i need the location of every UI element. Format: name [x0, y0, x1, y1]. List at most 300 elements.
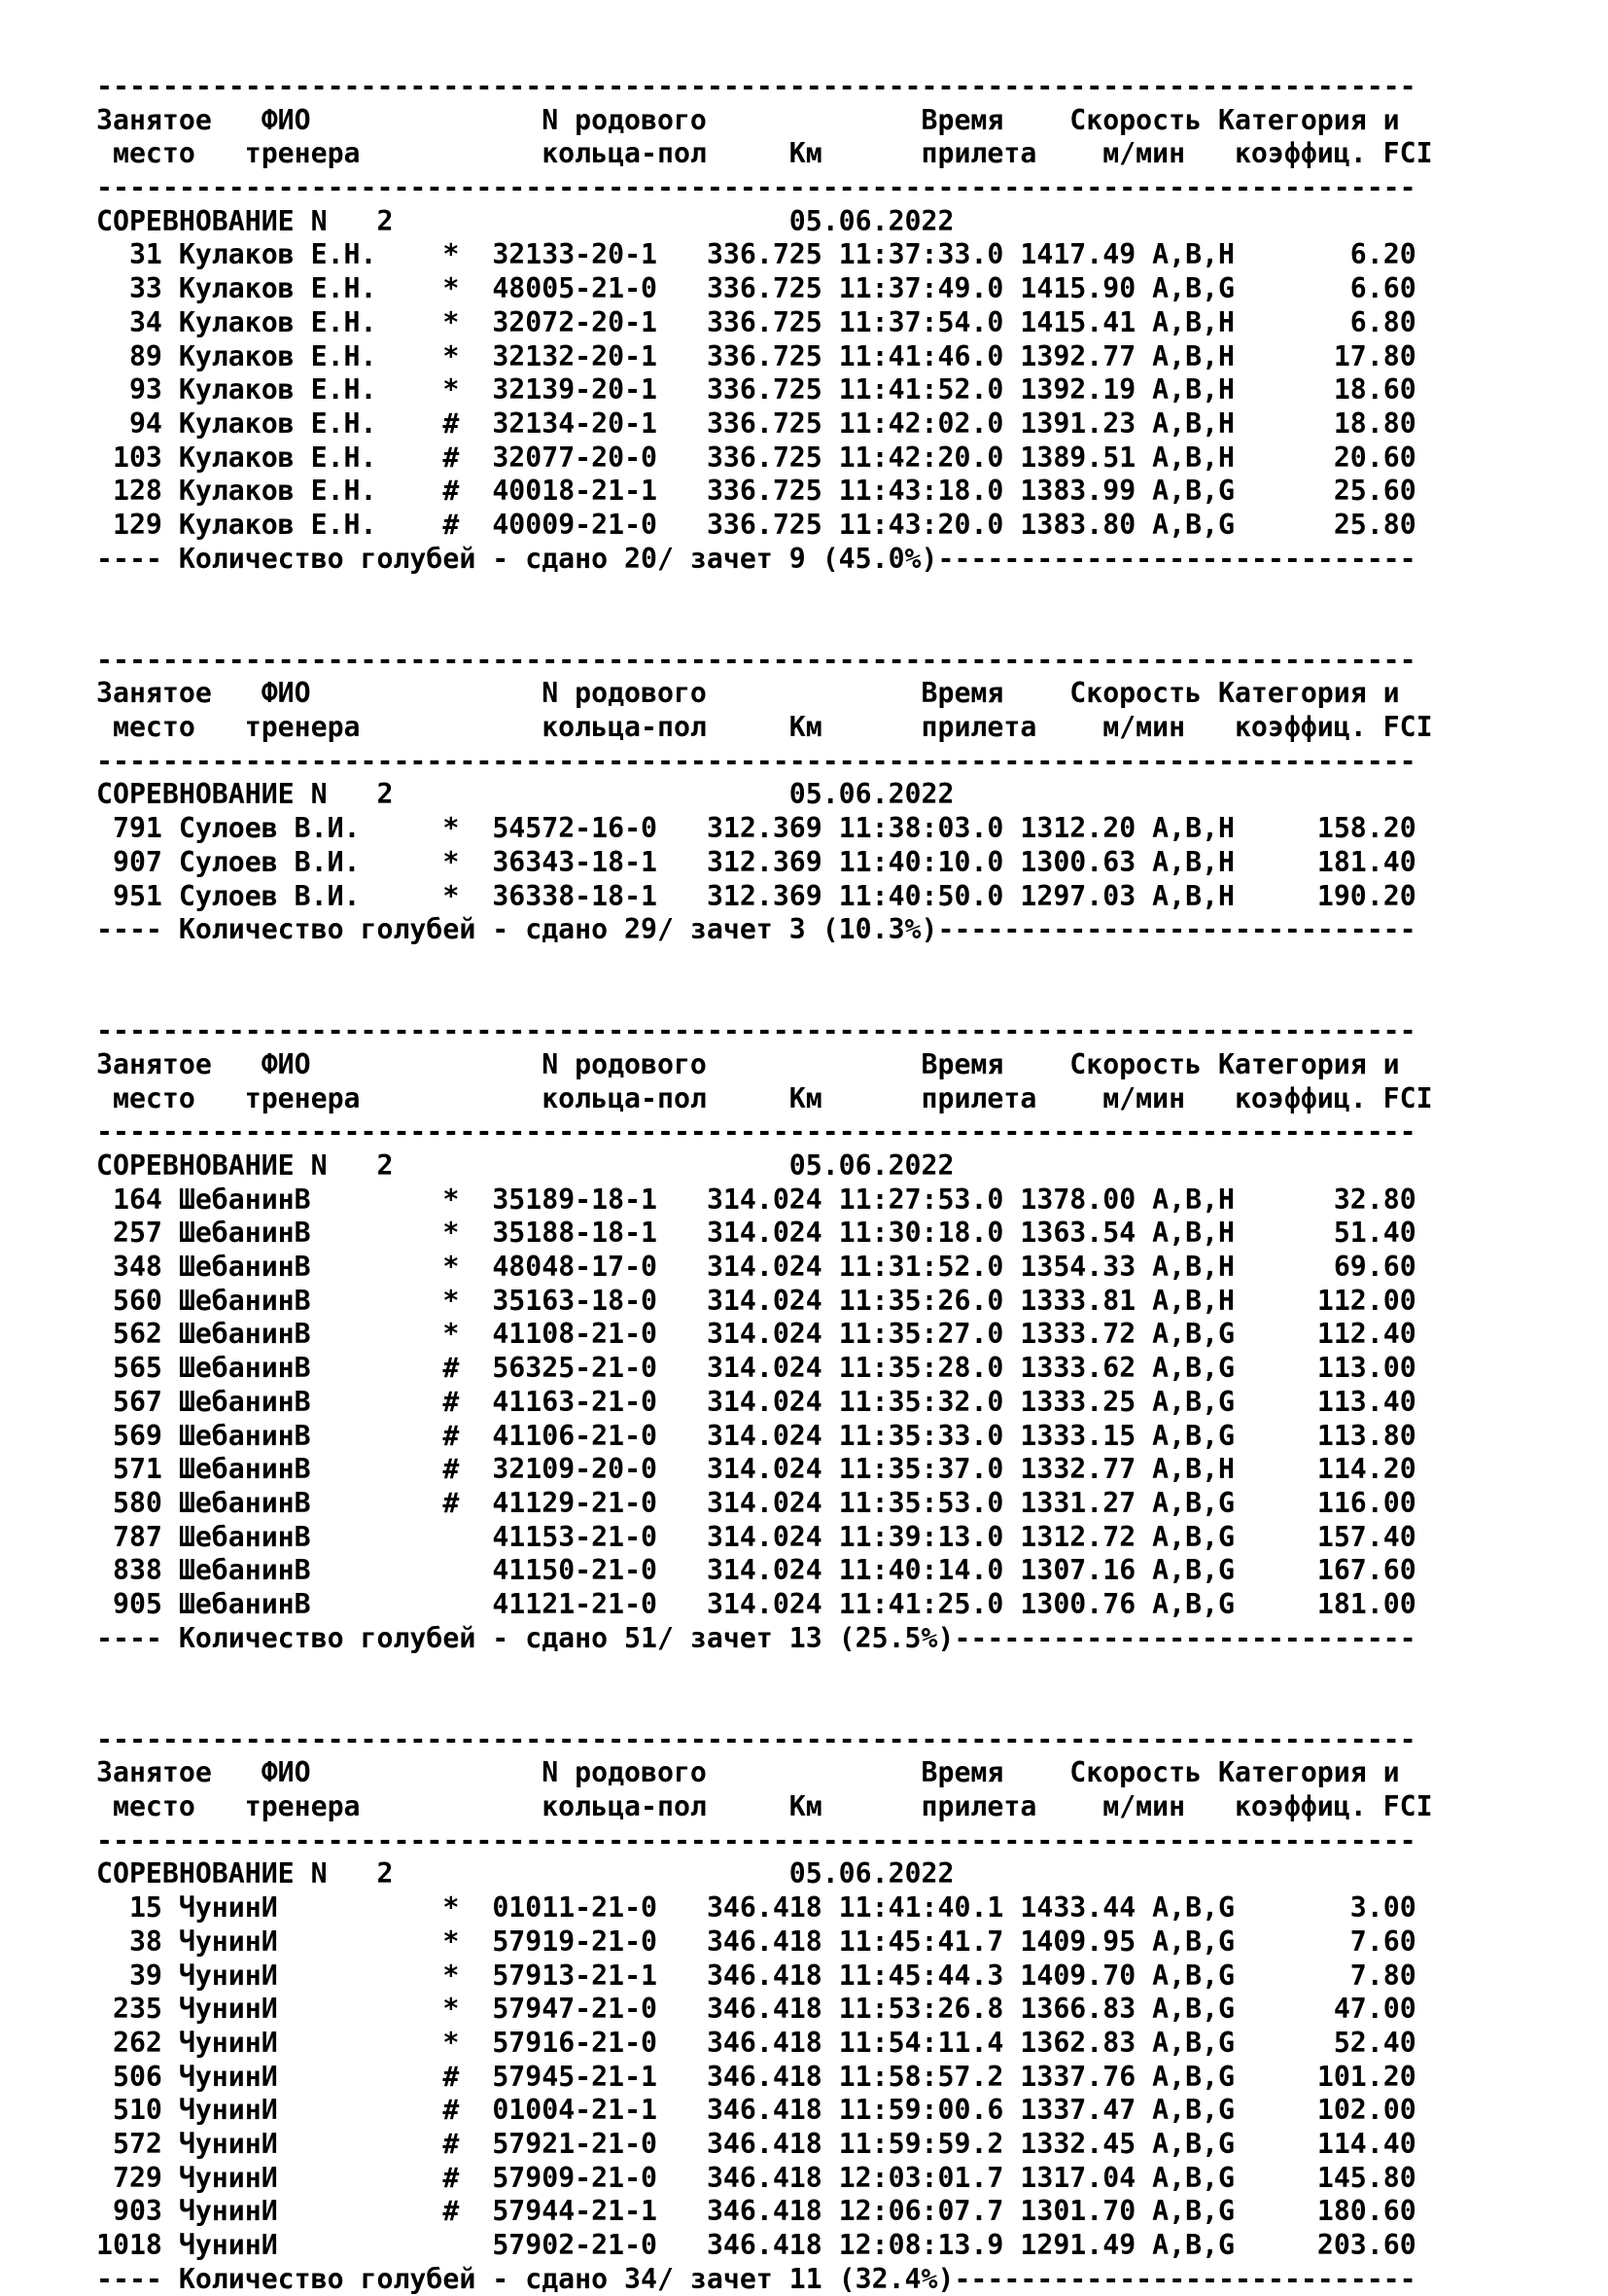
- time-cell: 11:31:52.0: [838, 1251, 1021, 1284]
- place-cell: 903: [96, 2195, 179, 2228]
- fci-cell: 181.00: [1235, 1587, 1416, 1620]
- time-cell: 11:40:14.0: [838, 1554, 1021, 1587]
- ring-cell: 41150-21-0: [492, 1554, 690, 1587]
- name-cell: ШебанинВ: [178, 1284, 443, 1317]
- column-header-line-2: место тренера кольца-пол Км прилета м/мин коэффиц. FCI: [96, 1081, 1433, 1114]
- km-cell: 314.024: [689, 1251, 839, 1284]
- speed-cell: 1363.54: [1020, 1217, 1153, 1250]
- time-cell: 11:59:59.2: [838, 2127, 1021, 2160]
- table-row: [96, 407, 1433, 442]
- place-cell: 787: [96, 1520, 179, 1553]
- speed-cell: 1301.70: [1020, 2195, 1153, 2228]
- table-row: [96, 1993, 1433, 2027]
- table-row: [96, 1420, 1433, 1454]
- table-row: [96, 2128, 1433, 2162]
- name-cell: ЧунинИ: [178, 2060, 443, 2093]
- competition-line: [96, 1857, 1433, 1891]
- time-cell: 11:35:27.0: [838, 1318, 1021, 1351]
- fci-cell: 203.60: [1235, 2229, 1416, 2262]
- mark-cell: *: [442, 1251, 493, 1284]
- fci-cell: 116.00: [1235, 1486, 1416, 1519]
- place-cell: 129: [96, 508, 179, 541]
- ring-cell: 56325-21-0: [492, 1352, 690, 1385]
- speed-cell: 1317.04: [1020, 2161, 1153, 2194]
- mark-cell: *: [442, 1959, 493, 1992]
- fci-cell: 145.80: [1235, 2161, 1416, 2194]
- time-cell: 11:41:46.0: [838, 339, 1021, 372]
- ring-cell: 36338-18-1: [492, 879, 690, 912]
- category-cell: A,B,G: [1152, 272, 1236, 305]
- km-cell: 314.024: [689, 1520, 839, 1553]
- mark-cell: #: [442, 1352, 493, 1385]
- category-cell: A,B,G: [1152, 2127, 1236, 2160]
- mark-cell: *: [442, 1183, 493, 1216]
- ring-cell: 35188-18-1: [492, 1217, 690, 1250]
- speed-cell: 1333.81: [1020, 1284, 1153, 1317]
- place-cell: 15: [96, 1891, 179, 1925]
- table-row: [96, 2195, 1433, 2229]
- separator-line: --------------------------------------------------------------------------------: [96, 1823, 1416, 1856]
- km-cell: 346.418: [689, 2026, 839, 2059]
- category-cell: A,B,G: [1152, 1520, 1236, 1553]
- name-cell: ЧунинИ: [178, 2026, 443, 2059]
- km-cell: 314.024: [689, 1554, 839, 1587]
- ring-cell: 41121-21-0: [492, 1587, 690, 1620]
- km-cell: 336.725: [689, 272, 839, 305]
- name-cell: Сулоев В.И.: [178, 812, 443, 845]
- table-row: [96, 238, 1433, 272]
- name-cell: ЧунинИ: [178, 2127, 443, 2160]
- mark-cell: #: [442, 441, 493, 474]
- fci-cell: 113.00: [1235, 1352, 1416, 1385]
- table-row: [96, 880, 1433, 914]
- name-cell: Кулаков Е.Н.: [178, 406, 443, 440]
- place-cell: 506: [96, 2060, 179, 2093]
- place-cell: 565: [96, 1352, 179, 1385]
- table-row: [96, 306, 1433, 340]
- place-cell: 951: [96, 879, 179, 912]
- category-cell: A,B,H: [1152, 1284, 1236, 1317]
- category-cell: A,B,H: [1152, 845, 1236, 878]
- mark-cell: *: [442, 2026, 493, 2059]
- km-cell: 314.024: [689, 1217, 839, 1250]
- place-cell: 94: [96, 406, 179, 440]
- block-gap: [96, 576, 1433, 643]
- place-cell: 580: [96, 1486, 179, 1519]
- speed-cell: 1300.76: [1020, 1587, 1153, 1620]
- place-cell: 103: [96, 441, 179, 474]
- time-cell: 11:35:53.0: [838, 1486, 1021, 1519]
- fci-cell: 25.60: [1235, 475, 1416, 508]
- category-cell: A,B,H: [1152, 373, 1236, 406]
- km-cell: 346.418: [689, 1925, 839, 1958]
- name-cell: Кулаков Е.Н.: [178, 339, 443, 372]
- competition-line: [96, 778, 1433, 812]
- fci-cell: 190.20: [1235, 879, 1416, 912]
- fci-cell: 112.00: [1235, 1284, 1416, 1317]
- speed-cell: 1312.72: [1020, 1520, 1153, 1553]
- separator-line: --------------------------------------------------------------------------------: [96, 744, 1416, 777]
- mark-cell: *: [442, 305, 493, 338]
- fci-cell: 3.00: [1235, 1891, 1416, 1925]
- fci-cell: 113.80: [1235, 1419, 1416, 1452]
- table-row: [96, 1891, 1433, 1925]
- name-cell: ЧунинИ: [178, 2161, 443, 2194]
- name-cell: ШебанинВ: [178, 1352, 443, 1385]
- category-cell: A,B,G: [1152, 1318, 1236, 1351]
- table-row: [96, 475, 1433, 509]
- time-cell: 11:58:57.2: [838, 2060, 1021, 2093]
- column-header-line-1: Занятое ФИО N родового Время Скорость Категория и: [96, 1756, 1400, 1789]
- name-cell: ШебанинВ: [178, 1554, 443, 1587]
- category-cell: A,B,H: [1152, 441, 1236, 474]
- category-cell: A,B,G: [1152, 475, 1236, 508]
- speed-cell: 1392.19: [1020, 373, 1153, 406]
- ring-cell: 32109-20-0: [492, 1453, 690, 1486]
- mark-cell: #: [442, 1453, 493, 1486]
- separator-line: --------------------------------------------------------------------------------: [96, 1115, 1416, 1148]
- mark-cell: #: [442, 1385, 493, 1418]
- table-row: [96, 1521, 1433, 1555]
- name-cell: Кулаков Е.Н.: [178, 508, 443, 541]
- name-cell: Кулаков Е.Н.: [178, 238, 443, 271]
- ring-cell: 32133-20-1: [492, 238, 690, 271]
- time-cell: 12:03:01.7: [838, 2161, 1021, 2194]
- km-cell: 314.024: [689, 1587, 839, 1620]
- place-cell: 31: [96, 238, 179, 271]
- name-cell: Кулаков Е.Н.: [178, 305, 443, 338]
- fci-cell: 113.40: [1235, 1385, 1416, 1418]
- time-cell: 11:30:18.0: [838, 1217, 1021, 1250]
- km-cell: 312.369: [689, 812, 839, 845]
- mark-cell: *: [442, 1993, 493, 2026]
- place-cell: 905: [96, 1587, 179, 1620]
- km-cell: 312.369: [689, 879, 839, 912]
- category-cell: A,B,G: [1152, 1419, 1236, 1452]
- table-row: [96, 1554, 1433, 1588]
- column-header-line-1: Занятое ФИО N родового Время Скорость Категория и: [96, 677, 1400, 710]
- ring-cell: 35189-18-1: [492, 1183, 690, 1216]
- category-cell: A,B,G: [1152, 508, 1236, 541]
- mark-cell: #: [442, 508, 493, 541]
- mark-cell: *: [442, 1284, 493, 1317]
- table-row: [96, 373, 1433, 407]
- km-cell: 346.418: [689, 1891, 839, 1925]
- fci-cell: 180.60: [1235, 2195, 1416, 2228]
- ring-cell: 01011-21-0: [492, 1891, 690, 1925]
- fci-cell: 114.40: [1235, 2127, 1416, 2160]
- ring-cell: 41163-21-0: [492, 1385, 690, 1418]
- category-cell: A,B,G: [1152, 1925, 1236, 1958]
- name-cell: ЧунинИ: [178, 2094, 443, 2127]
- fci-cell: 25.80: [1235, 508, 1416, 541]
- speed-cell: 1332.45: [1020, 2127, 1153, 2160]
- ring-cell: 32072-20-1: [492, 305, 690, 338]
- separator-line: --------------------------------------------------------------------------------: [96, 70, 1416, 102]
- results-block: [96, 1655, 1433, 2296]
- km-cell: 346.418: [689, 2161, 839, 2194]
- time-cell: 11:43:18.0: [838, 475, 1021, 508]
- summary-line: ---- Количество голубей - сдано 20/ зачет 9 (45.0%)-----------------------------: [96, 542, 1416, 575]
- time-cell: 11:41:40.1: [838, 1891, 1021, 1925]
- km-cell: 314.024: [689, 1486, 839, 1519]
- mark-cell: *: [442, 373, 493, 406]
- summary-line: ---- Количество голубей - сдано 51/ зачет 13 (25.5%)----------------------------: [96, 1621, 1416, 1654]
- category-cell: A,B,H: [1152, 406, 1236, 440]
- category-cell: A,B,H: [1152, 1183, 1236, 1216]
- speed-cell: 1333.15: [1020, 1419, 1153, 1452]
- table-row: [96, 1352, 1433, 1386]
- km-cell: 336.725: [689, 305, 839, 338]
- results-document: [96, 70, 1433, 2296]
- time-cell: 11:38:03.0: [838, 812, 1021, 845]
- name-cell: Кулаков Е.Н.: [178, 441, 443, 474]
- time-cell: 11:45:41.7: [838, 1925, 1021, 1958]
- km-cell: 346.418: [689, 2195, 839, 2228]
- ring-cell: 32077-20-0: [492, 441, 690, 474]
- fci-cell: 7.60: [1235, 1925, 1416, 1958]
- fci-cell: 52.40: [1235, 2026, 1416, 2059]
- category-cell: A,B,G: [1152, 1385, 1236, 1418]
- mark-cell: [442, 2229, 492, 2261]
- km-cell: 336.725: [689, 373, 839, 406]
- place-cell: 33: [96, 272, 179, 305]
- speed-cell: 1392.77: [1020, 339, 1153, 372]
- mark-cell: *: [442, 1217, 493, 1250]
- place-cell: 93: [96, 373, 179, 406]
- mark-cell: *: [442, 812, 493, 845]
- category-cell: A,B,G: [1152, 1993, 1236, 2026]
- ring-cell: 57902-21-0: [492, 2229, 690, 2262]
- time-cell: 11:37:54.0: [838, 305, 1021, 338]
- place-cell: 560: [96, 1284, 179, 1317]
- separator-line: --------------------------------------------------------------------------------: [96, 1722, 1416, 1755]
- table-row: [96, 1217, 1433, 1251]
- speed-cell: 1366.83: [1020, 1993, 1153, 2026]
- time-cell: 11:42:20.0: [838, 441, 1021, 474]
- category-cell: A,B,G: [1152, 2094, 1236, 2127]
- column-header-line-2: место тренера кольца-пол Км прилета м/мин коэффиц. FCI: [96, 711, 1433, 744]
- ring-cell: 48048-17-0: [492, 1251, 690, 1284]
- name-cell: ЧунинИ: [178, 2195, 443, 2228]
- name-cell: Сулоев В.И.: [178, 879, 443, 912]
- table-row: [96, 442, 1433, 476]
- time-cell: 11:35:33.0: [838, 1419, 1021, 1452]
- mark-cell: *: [442, 238, 493, 271]
- mark-cell: *: [442, 1891, 493, 1925]
- category-cell: A,B,H: [1152, 812, 1236, 845]
- table-row: [96, 2061, 1433, 2095]
- km-cell: 314.024: [689, 1284, 839, 1317]
- category-cell: A,B,H: [1152, 238, 1236, 271]
- competition-label: СОРЕВНОВАНИЕ N 2: [96, 778, 394, 811]
- name-cell: ЧунинИ: [178, 1891, 443, 1925]
- km-cell: 314.024: [689, 1385, 839, 1418]
- column-header-line-1: Занятое ФИО N родового Время Скорость Категория и: [96, 103, 1400, 136]
- table-row: [96, 272, 1433, 306]
- time-cell: 11:40:50.0: [838, 879, 1021, 912]
- mark-cell: #: [442, 2195, 493, 2228]
- speed-cell: 1415.90: [1020, 272, 1153, 305]
- fci-cell: 18.80: [1235, 406, 1416, 440]
- name-cell: ШебанинВ: [178, 1318, 443, 1351]
- competition-line: [96, 1149, 1433, 1183]
- fci-cell: 157.40: [1235, 1520, 1416, 1553]
- ring-cell: 57919-21-0: [492, 1925, 690, 1958]
- time-cell: 11:35:28.0: [838, 1352, 1021, 1385]
- table-row: [96, 2229, 1433, 2263]
- category-cell: A,B,H: [1152, 339, 1236, 372]
- time-cell: 11:59:00.6: [838, 2094, 1021, 2127]
- table-row: [96, 1386, 1433, 1420]
- table-row: [96, 1925, 1433, 1960]
- place-cell: 348: [96, 1251, 179, 1284]
- competition-label: СОРЕВНОВАНИЕ N 2: [96, 1149, 394, 1183]
- speed-cell: 1337.47: [1020, 2094, 1153, 2127]
- mark-cell: #: [442, 406, 493, 440]
- separator-line: --------------------------------------------------------------------------------: [96, 171, 1416, 204]
- ring-cell: 57909-21-0: [492, 2161, 690, 2194]
- name-cell: Кулаков Е.Н.: [178, 272, 443, 305]
- speed-cell: 1332.77: [1020, 1453, 1153, 1486]
- ring-cell: 57944-21-1: [492, 2195, 690, 2228]
- place-cell: 729: [96, 2161, 179, 2194]
- km-cell: 314.024: [689, 1352, 839, 1385]
- place-cell: 907: [96, 845, 179, 878]
- results-block: [96, 576, 1433, 947]
- speed-cell: 1433.44: [1020, 1891, 1153, 1925]
- place-cell: 34: [96, 305, 179, 338]
- table-row: [96, 1960, 1433, 1994]
- mark-cell: #: [442, 2094, 493, 2127]
- category-cell: A,B,G: [1152, 2229, 1236, 2262]
- category-cell: A,B,G: [1152, 1486, 1236, 1519]
- competition-label: СОРЕВНОВАНИЕ N 2: [96, 1857, 394, 1890]
- fci-cell: 112.40: [1235, 1318, 1416, 1351]
- ring-cell: 41108-21-0: [492, 1318, 690, 1351]
- fci-cell: 51.40: [1235, 1217, 1416, 1250]
- ring-cell: 41153-21-0: [492, 1520, 690, 1553]
- mark-cell: #: [442, 2127, 493, 2160]
- category-cell: A,B,G: [1152, 1352, 1236, 1385]
- time-cell: 11:40:10.0: [838, 845, 1021, 878]
- fci-cell: 7.80: [1235, 1959, 1416, 1992]
- speed-cell: 1378.00: [1020, 1183, 1153, 1216]
- fci-cell: 6.80: [1235, 305, 1416, 338]
- table-row: [96, 1183, 1433, 1218]
- block-gap: [96, 947, 1433, 1014]
- place-cell: 838: [96, 1554, 179, 1587]
- place-cell: 1018: [96, 2229, 179, 2262]
- summary-line: ---- Количество голубей - сдано 34/ зачет 11 (32.4%)----------------------------: [96, 2262, 1416, 2295]
- km-cell: 336.725: [689, 441, 839, 474]
- fci-cell: 102.00: [1235, 2094, 1416, 2127]
- km-cell: 314.024: [689, 1183, 839, 1216]
- race-date: 05.06.2022: [788, 1149, 955, 1183]
- km-cell: 336.725: [689, 339, 839, 372]
- place-cell: 257: [96, 1217, 179, 1250]
- mark-cell: [442, 1521, 492, 1553]
- table-row: [96, 2094, 1433, 2128]
- fci-cell: 167.60: [1235, 1554, 1416, 1587]
- place-cell: 128: [96, 475, 179, 508]
- place-cell: 791: [96, 812, 179, 845]
- time-cell: 11:41:52.0: [838, 373, 1021, 406]
- mark-cell: *: [442, 1318, 493, 1351]
- name-cell: ЧунинИ: [178, 1925, 443, 1958]
- name-cell: ЧунинИ: [178, 1993, 443, 2026]
- place-cell: 572: [96, 2127, 179, 2160]
- speed-cell: 1362.83: [1020, 2026, 1153, 2059]
- competition-line: [96, 205, 1433, 239]
- mark-cell: *: [442, 272, 493, 305]
- place-cell: 262: [96, 2026, 179, 2059]
- km-cell: 336.725: [689, 475, 839, 508]
- category-cell: A,B,H: [1152, 1251, 1236, 1284]
- category-cell: A,B,G: [1152, 2060, 1236, 2093]
- mark-cell: #: [442, 1486, 493, 1519]
- place-cell: 235: [96, 1993, 179, 2026]
- ring-cell: 32132-20-1: [492, 339, 690, 372]
- speed-cell: 1333.72: [1020, 1318, 1153, 1351]
- time-cell: 12:08:13.9: [838, 2229, 1021, 2262]
- fci-cell: 69.60: [1235, 1251, 1416, 1284]
- category-cell: A,B,H: [1152, 879, 1236, 912]
- block-gap: [96, 1655, 1433, 1722]
- category-cell: A,B,H: [1152, 1217, 1236, 1250]
- table-row: [96, 509, 1433, 543]
- speed-cell: 1415.41: [1020, 305, 1153, 338]
- category-cell: A,B,G: [1152, 2026, 1236, 2059]
- ring-cell: 41129-21-0: [492, 1486, 690, 1519]
- name-cell: Сулоев В.И.: [178, 845, 443, 878]
- speed-cell: 1354.33: [1020, 1251, 1153, 1284]
- mark-cell: #: [442, 2060, 493, 2093]
- km-cell: 346.418: [689, 1993, 839, 2026]
- speed-cell: 1307.16: [1020, 1554, 1153, 1587]
- mark-cell: [442, 1588, 492, 1620]
- km-cell: 314.024: [689, 1419, 839, 1452]
- results-block: [96, 947, 1433, 1655]
- fci-cell: 18.60: [1235, 373, 1416, 406]
- place-cell: 571: [96, 1453, 179, 1486]
- table-row: [96, 2027, 1433, 2061]
- time-cell: 12:06:07.7: [838, 2195, 1021, 2228]
- fci-cell: 20.60: [1235, 441, 1416, 474]
- speed-cell: 1383.99: [1020, 475, 1153, 508]
- speed-cell: 1383.80: [1020, 508, 1153, 541]
- time-cell: 11:35:26.0: [838, 1284, 1021, 1317]
- results-block: [96, 70, 1433, 576]
- name-cell: ЧунинИ: [178, 2229, 443, 2262]
- time-cell: 11:27:53.0: [838, 1183, 1021, 1216]
- ring-cell: 32139-20-1: [492, 373, 690, 406]
- time-cell: 11:54:11.4: [838, 2026, 1021, 2059]
- race-date: 05.06.2022: [788, 778, 955, 811]
- race-date: 05.06.2022: [788, 204, 955, 237]
- separator-line: --------------------------------------------------------------------------------: [96, 1014, 1416, 1047]
- name-cell: ШебанинВ: [178, 1419, 443, 1452]
- place-cell: 89: [96, 339, 179, 372]
- ring-cell: 40009-21-0: [492, 508, 690, 541]
- km-cell: 314.024: [689, 1453, 839, 1486]
- time-cell: 11:45:44.3: [838, 1959, 1021, 1992]
- km-cell: 312.369: [689, 845, 839, 878]
- km-cell: 346.418: [689, 2229, 839, 2262]
- ring-cell: 48005-21-0: [492, 272, 690, 305]
- category-cell: A,B,G: [1152, 2195, 1236, 2228]
- speed-cell: 1389.51: [1020, 441, 1153, 474]
